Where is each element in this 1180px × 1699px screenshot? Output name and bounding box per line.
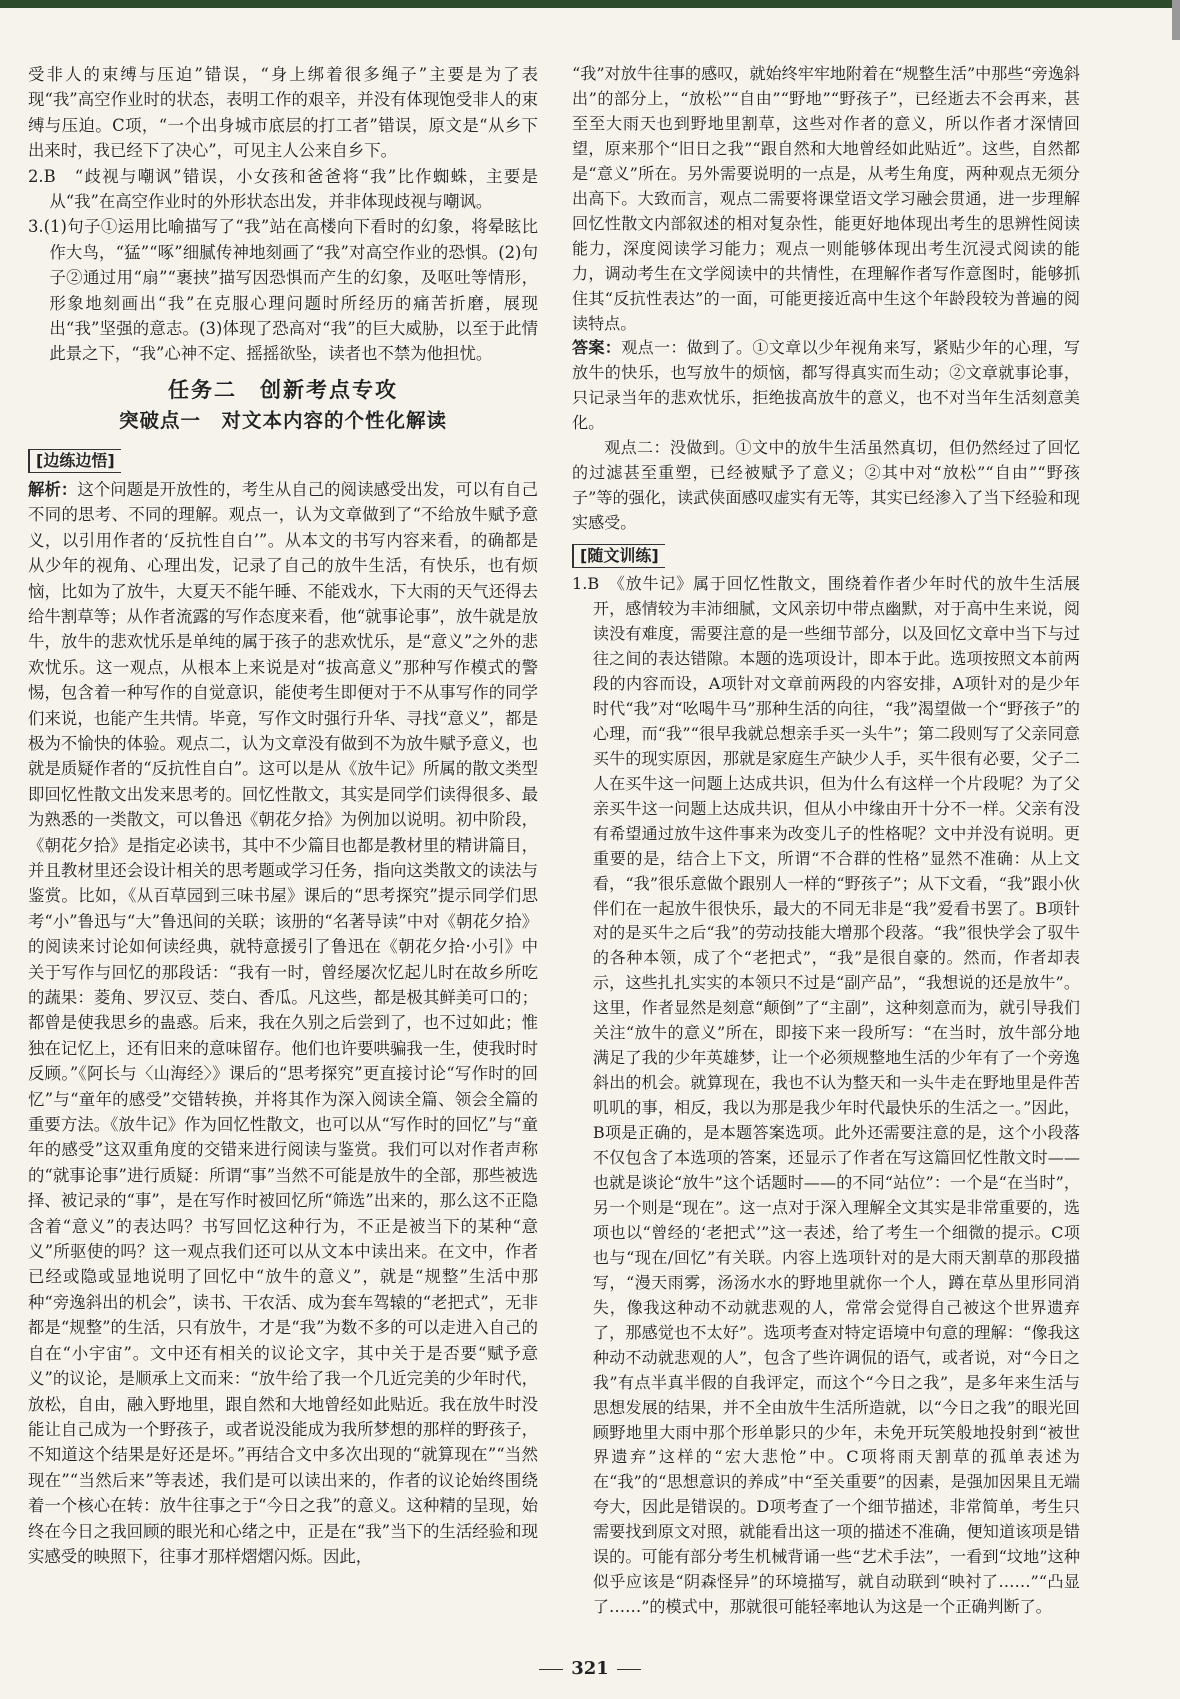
right-paragraph-1: “我”对放牛往事的感叹，就始终牢牢地附着在“规整生活”中那些“旁逸斜出”的部分上，“放松”“自由”“野地”“野孩子”，已经逝去不会再来，甚至至大雨天也到野地里割草，这些对作者的意义，所以作者才深情回望，原来那个“旧日之我”“跟自然和大地曾经如此贴近”。这些，自然都是“意义”所在。另外需要说明的一点是，从考生角度，两种观点无须分出高下。大致而言，观点二需要将课堂语文学习融会贯通，进一步理解回忆性散文内部叙述的相对复杂性，能更好地体现出考生的思辨性阅读能力，深度阅读学习能力；观点一则能够体现出考生沉浸式阅读的能力，调动考生在文学阅读中的共情性，在理解作者写作意图时，能够抓住其“反抗性表达”的一面，可能更接近高中生这个年龄段较为普遍的阅读特点。 xyxy=(572,64,1080,333)
subsection-title: 突破点一 对文本内容的个性化解读 xyxy=(118,408,447,432)
section-tag-training: [随文训练] xyxy=(572,544,665,568)
analysis-text: 这个问题是开放性的，考生从自己的阅读感受出发，可以有自己不同的思考、不同的理解。观点一，认为文章做到了“不给放牛赋予意义，以引用作者的‘反抗性自白’”。从本文的书写内容来看，的确都是从少年的视角、心理出发，记录了自己的放牛生活，有快乐，也有烦恼，比如为了放牛，大夏天不能午睡、不能戏水，下大雨的天气还得去给牛割草等；从作者流露的写作态度来看，他“就事论事”，放牛就是放牛，放牛的悲欢忧乐是单纯的属于孩子的悲欢忧乐，是“意义”之外的悲欢忧乐。这一观点，从根本上来说是对“拔高意义”那种写作模式的警惕，包含着一种写作的自觉意识，能使考生即便对于不从事写作的同学们来说，也能产生共情。毕竟，写作文时强行升华、寻找“意义”，都是极为不愉快的体验。观点二，认为文章没有做到不为放牛赋予意义，也就是质疑作者的“反抗性自白”。这可以是从《放牛记》所属的散文类型即回忆性散文出发来思考的。回忆性散文，其实是同学们读得很多、最为熟悉的一类散文，可以鲁迅《朝花夕拾》为例加以说明。初中阶段，《朝花夕拾》是指定必读书，其中不少篇目也都是教材里的精讲篇目，并且教材里还会设计相关的思考题或学习任务，指向这类散文的读法与鉴赏。比如，《从百草园到三味书屋》课后的“思考探究”提示同学们思考“小”鲁迅与“大”鲁迅间的关联；该册的“名著导读”中对《朝花夕拾》的阅读来讨论如何读经典，就特意援引了鲁迅在《朝花夕拾·小引》中关于写作与回忆的那段话：“我有一时，曾经屡次忆起儿时在故乡所吃的蔬果：菱角、罗汉豆、茭白、香瓜。凡这些，都是极其鲜美可口的；都曾是使我思乡的蛊惑。后来，我在久别之后尝到了，也不过如此；惟独在记忆上，还有旧来的意味留存。他们也许要哄骗我一生，使我时时反顾。”《阿长与〈山海经〉》课后的“思考探究”更直接讨论“写作时的回忆”与“童年的感受”交错转换，并将其作为深入阅读全篇、领会全篇的重要方法。《放牛记》作为回忆性散文，也可以从“写作时的回忆”与“童年的感受”这双重角度的交错来进行阅读与鉴赏。我们可以对作者声称的“就事论事”进行质疑：所谓“事”当然不可能是放牛的全部，那些被选择、被记录的“事”，是在写作时被回忆所“筛选”出来的，那么这不正隐含着“意义”的表达吗？书写回忆这种行为，不正是被当下的某种“意义”所驱使的吗？这一观点我们还可以从文本中读出来。在文中，作者已经或隐或显地说明了回忆中“放牛的意义”，就是“规整”生活中那种“旁逸斜出的机会”，读书、干农活、成为套车驾辕的“老把式”，无非都是“规整”的生活，只有放牛，才是“我”为数不多的可以走进入自己的自在“小宇宙”。文中还有相关的议论文字，其中关于是否要“赋予意义”的议论，是顺承上文而来：“放牛给了我一个几近完美的少年时代，放松，自由，融入野地里，跟自然和大地曾经如此贴近。我在放牛时没能让自己成为一个野孩子，或者说没能成为我所梦想的那样的野孩子，不知道这个结果是好还是坏。”再结合文中多次出现的“就算现在”“当然现在”“当然后来”等表述，我们是可以读出来的，作者的议论始终围绕着一个核心在转：放牛往事之于“今日之我”的意义。这种精的呈现，始终在今日之我回顾的眼光和心绪之中，正是在“我”当下的生活经验和现实感受的映照下，往事才那样熠熠闪烁。因此， xyxy=(28,479,539,1566)
analysis-paragraph xyxy=(28,477,538,1569)
answer-label: 答案： xyxy=(572,338,622,358)
page-number-text: 321 xyxy=(571,1658,609,1679)
question-2-answer: 2.B “歧视与嘲讽”错误，小女孩和爸爸将“我”比作蜘蛛，主要是从“我”在高空作业时的外形状态出发，并非体现歧视与嘲讽。 xyxy=(28,166,538,212)
page-number-dash-left xyxy=(539,1669,563,1670)
left-column xyxy=(28,62,538,1569)
section-tag-label: 边练边悟 xyxy=(43,450,108,470)
right-column xyxy=(572,62,1080,1620)
task-title: 任务二 创新考点专攻 xyxy=(168,376,398,402)
section-tag-label: 随文训练 xyxy=(587,546,652,566)
left-paragraph-1: 受非人的束缚与压迫”错误，“身上绑着很多绳子”主要是为了表现“我”高空作业时的状态，表明工作的艰辛，并没有体现饱受非人的束缚与压迫。C项，“一个出身城市底层的打工者”错误，原文是“从乡下出来时，我已经下了决心”，可见主人公来自乡下。 xyxy=(28,65,538,161)
page-number-dash-right xyxy=(617,1669,641,1670)
analysis-label: 解析： xyxy=(28,479,78,499)
page-number xyxy=(500,1658,680,1679)
answer-view-1: 观点一：做到了。①文章以少年视角来写，紧贴少年的心理，写放牛的快乐，也写放牛的烦恼，都写得真实而生动；②文章就事论事，只记录当年的悲欢忧乐，拒绝拔高放牛的意义，也不对当年生活刻意美化。 xyxy=(572,338,1081,433)
answer-view-2: 观点二：没做到。①文中的放牛生活虽然真切，但仍然经过了回忆的过滤甚至重塑，已经被赋予了意义；②其中对“放松”“自由”“野孩子”等的强化，读武侠面感叹虚实有无等，其实已经渗入了当下经验和现实感受。 xyxy=(572,438,1080,533)
question-1-answer: 1.B 《放牛记》属于回忆性散文，围绕着作者少年时代的放牛生活展开，感情较为丰沛细腻，文风亲切中带点幽默，对于高中生来说，阅读没有难度，需要注意的是一些细节部分，以及回忆文章中当下与过往之间的表达错隙。本题的选项设计，即本于此。选项按照文本前两段的内容而设，A项针对文章前两段的内容安排，A项针对的是少年时代“我”对“吆喝牛马”那种生活的向往，“我”渴望做一个“野孩子”的心理，而“我”“很早我就总想亲手买一头牛”；第二段则写了父亲同意买牛的现实原因，那就是家庭生产缺少人手，买牛很有必要，父子二人在买牛这一问题上达成共识，但为什么有这样一个片段呢？为了父亲买牛这一问题上达成共识，但从小中缘由开十分不一样。父亲有没有希望通过放牛这件事来为改变儿子的性格呢？文中并没有说明。更重要的是，结合上下文，所谓“不合群的性格”显然不准确：从上文看，“我”很乐意做个跟别人一样的“野孩子”；从下文看，“我”跟小伙伴们在一起放牛很快乐，最大的不同无非是“我”爱看书罢了。B项针对的是买牛之后“我”的劳动技能大增那个段落。“我”很快学会了驭牛的各种本领，成了个“老把式”，“我”是很自豪的。然而，作者却表示，这些扎扎实实的本领只不过是“副产品”，“我想说的还是放牛”。这里，作者显然是刻意“颠倒”了“主副”，这种刻意而为，就引导我们关注“放牛的意义”所在，即接下来一段所写：“在当时，放牛部分地满足了我的少年英雄梦，让一个必须规整地生活的少年有了一个旁逸斜出的机会。就算现在，我也不认为整天和一头牛走在野地里是件苦叽叽的事，相反，我以为那是我少年时代最快乐的生活之一。”因此，B项是正确的，是本题答案选项。此外还需要注意的是，这个小段落不仅包含了本选项的答案，还显示了作者在写这篇回忆性散文时——也就是谈论“放牛”这个话题时——的不同“站位”：一个是“在当时”，另一个则是“现在”。这一点对于深入理解全文其实是非常重要的，选项也以“曾经的‘老把式’”这一表述，给了考生一个细微的提示。C项也与“现在/回忆”有关联。内容上选项针对的是大雨天割草的那段描写，“漫天雨雾，汤汤水水的野地里就你一个人，蹲在草丛里形同消失，像我这种动不动就悲观的人，常常会觉得自己被这个世界遗弃了，那感觉也不太好”。选项考查对特定语境中句意的理解：“像我这种动不动就悲观的人”，包含了些许调侃的语气，或者说，对“今日之我”有点半真半假的自我评定，而这个“今日之我”，是多年来生活与思想发展的结果，并不全由放牛生活所造就，以“今日之我”的眼光回顾野地里大雨中那个形单影只的少年，未免开玩笑般地投射到“被世界遗弃”这样的“宏大悲怆”中。C项将雨天割草的孤单表述为在“我”的“思想意识的养成”中“至关重要”的因素，是强加因果且无端夸大，因此是错误的。D项考查了一个细节描述，非常简单，考生只需要找到原文对照，就能看出这一项的描述不准确，便知道该项是错误的。可能有部分考生机械背诵一些“艺术手法”，一看到“坟地”这种似乎应该是“阴森怪异”的环境描写，就自动联到“映衬了……”“凸显了……”的模式中，那就很可能轻率地认为这是一个正确判断了。 xyxy=(572,574,1080,1617)
question-3-answer: 3.(1)句子①运用比喻描写了“我”站在高楼向下看时的幻象，将晕眩比作大鸟，“猛”“啄”细腻传神地刻画了“我”对高空作业的恐惧。(2)句子②通过用“扇”“裹挟”描写因恐惧而产生的幻象，及呕吐等情形，形象地刻画出“我”在克服心理问题时所经历的痛苦折磨，展现出“我”坚强的意志。(3)体现了恐高对“我”的巨大威胁，以至于此情此景之下，“我”心神不定、摇摇欲坠，读者也不禁为他担忧。 xyxy=(28,217,538,364)
section-tag-practice: [边练边悟] xyxy=(28,449,121,473)
answer-paragraph xyxy=(572,336,1080,436)
top-border xyxy=(0,0,1180,8)
edge-mark xyxy=(1172,0,1180,40)
